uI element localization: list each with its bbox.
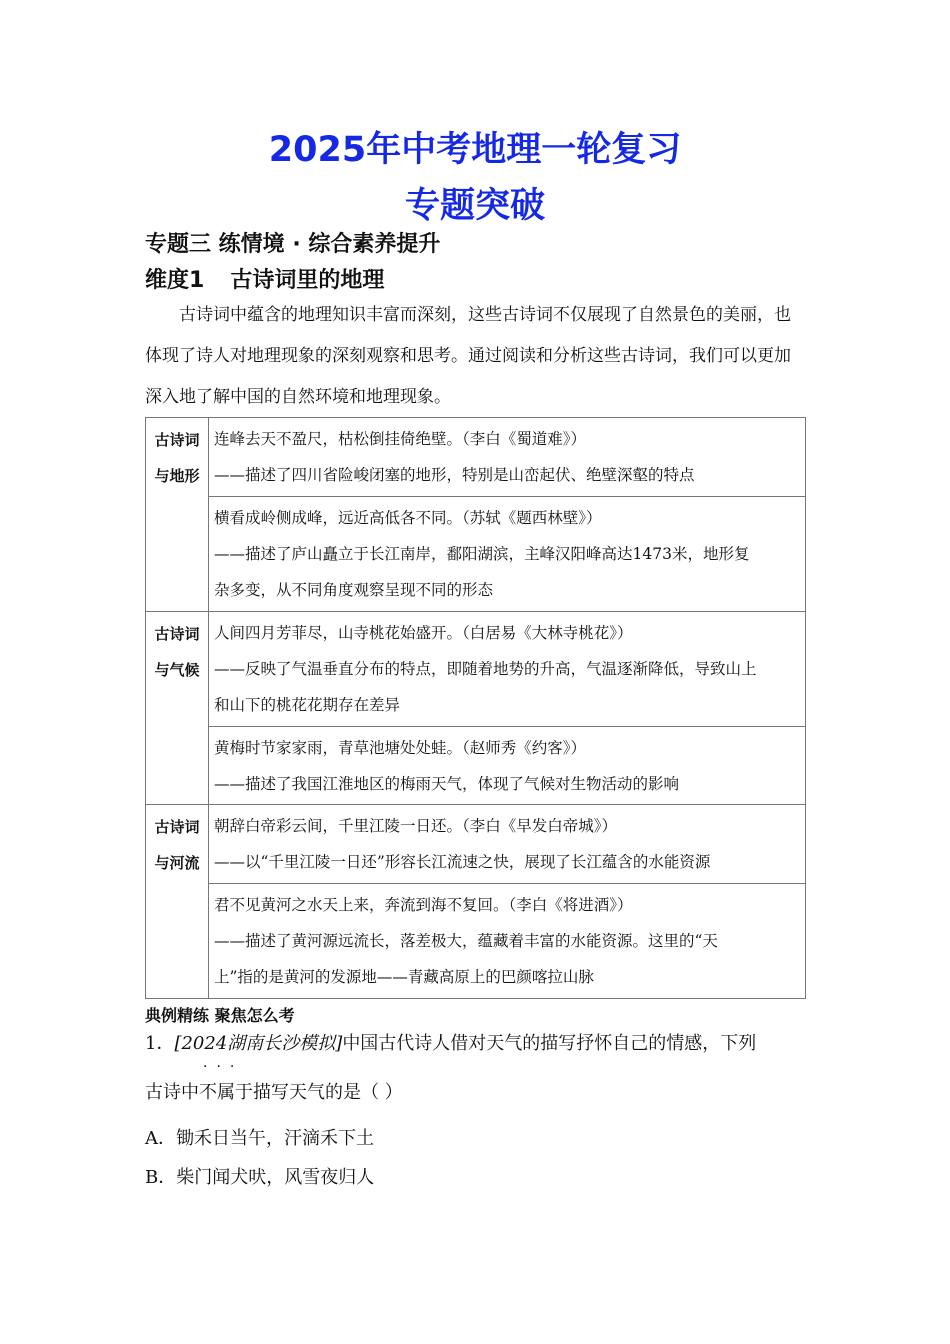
category-cell-climate	[146, 612, 209, 805]
category-cell-terrain	[146, 418, 209, 612]
category-label: 与地形	[154, 467, 200, 485]
explanation-line: ——描述了四川省险峻闭塞的地形，特别是山峦起伏、绝壁深壑的特点	[214, 466, 695, 484]
question-stem	[145, 1029, 805, 1059]
explanation-line: 和山下的桃花花期存在差异	[214, 696, 401, 714]
poem-line: 黄梅时节家家雨，青草池塘处处蛙。（赵师秀《约客》）	[214, 739, 587, 757]
poem-line: 连峰去天不盈尺，枯松倒挂倚绝壁。（李白《蜀道难》）	[214, 430, 587, 448]
emphasis-dots: ···	[203, 1059, 244, 1075]
document-subtitle: 专题突破	[404, 186, 545, 226]
poem-line: 君不见黄河之水天上来，奔流到海不复回。（李白《将进酒》）	[214, 896, 633, 914]
poem-line: 朝辞白帝彩云间，千里江陵一日还。（李白《早发白帝城》）	[214, 817, 618, 835]
option-a[interactable]	[145, 1124, 374, 1154]
option-text: 锄禾日当午，汗滴禾下土	[176, 1128, 374, 1149]
table-row	[209, 612, 805, 727]
document-title: 2025年中考地理一轮复习	[268, 130, 682, 170]
question-source: [2024湖南长沙模拟]	[174, 1033, 343, 1054]
table-row	[209, 497, 805, 612]
option-label: A．	[145, 1128, 176, 1149]
poem-line: 横看成岭侧成峰，远近高低各不同。（苏轼《题西林壁》）	[214, 509, 602, 527]
intro-paragraph: 古诗词中蕴含的地理知识丰富而深刻，这些古诗词不仅展现了自然景色的美丽，也体现了诗人对地理现象的深刻观察和思考。通过阅读和分析这些古诗词，我们可以更加深入地了解中国的自然环境和地理现象。	[145, 305, 791, 407]
question-text: 中国古代诗人借对天气的描写抒怀自己的情感，下列	[342, 1033, 757, 1054]
category-label: 古诗词	[154, 625, 200, 643]
category-cell-rivers	[146, 805, 209, 998]
table-row	[209, 805, 805, 884]
poetry-geography-table	[145, 417, 806, 999]
table-row	[209, 884, 805, 998]
dimension-label: 维度1	[145, 268, 205, 293]
dimension-heading	[145, 266, 384, 296]
topic-heading: 专题三 练情境 · 综合素养提升	[145, 232, 441, 257]
question-text-line2: 古诗中不属于描写天气的是（ ）	[145, 1082, 403, 1103]
option-label: B．	[145, 1167, 177, 1188]
option-b[interactable]	[145, 1163, 374, 1193]
explanation-line: ——描述了庐山矗立于长江南岸，鄱阳湖滨，主峰汉阳峰高达1473米，地形复	[214, 545, 750, 563]
question-number: 1．	[145, 1033, 175, 1054]
category-label: 古诗词	[154, 431, 200, 449]
category-label: 与河流	[154, 854, 200, 872]
explanation-line: ——描述了我国江淮地区的梅雨天气，体现了气候对生物活动的影响	[214, 775, 680, 793]
explanation-line: ——以“千里江陵一日还”形容长江流速之快，展现了长江蕴含的水能资源	[214, 853, 711, 871]
poem-line: 人间四月芳菲尽，山寺桃花始盛开。（白居易《大林寺桃花》）	[214, 624, 633, 642]
dimension-text: 古诗词里的地理	[230, 268, 385, 293]
category-label: 古诗词	[154, 818, 200, 836]
table-row	[209, 418, 805, 497]
explanation-line: 上”指的是黄河的发源地——青藏高原上的巴颜喀拉山脉	[214, 968, 594, 986]
table-row	[209, 727, 805, 805]
category-label: 与气候	[154, 661, 200, 679]
explanation-line: ——描述了黄河源远流长，落差极大，蕴藏着丰富的水能资源。这里的“天	[214, 932, 718, 950]
explanation-line: ——反映了气温垂直分布的特点，即随着地势的升高，气温逐渐降低，导致山上	[214, 660, 757, 678]
option-text: 柴门闻犬吠，风雪夜归人	[176, 1167, 375, 1188]
explanation-line: 杂多变，从不同角度观察呈现不同的形态	[214, 581, 494, 599]
section-title: 典例精练 聚焦怎么考	[145, 1006, 295, 1025]
